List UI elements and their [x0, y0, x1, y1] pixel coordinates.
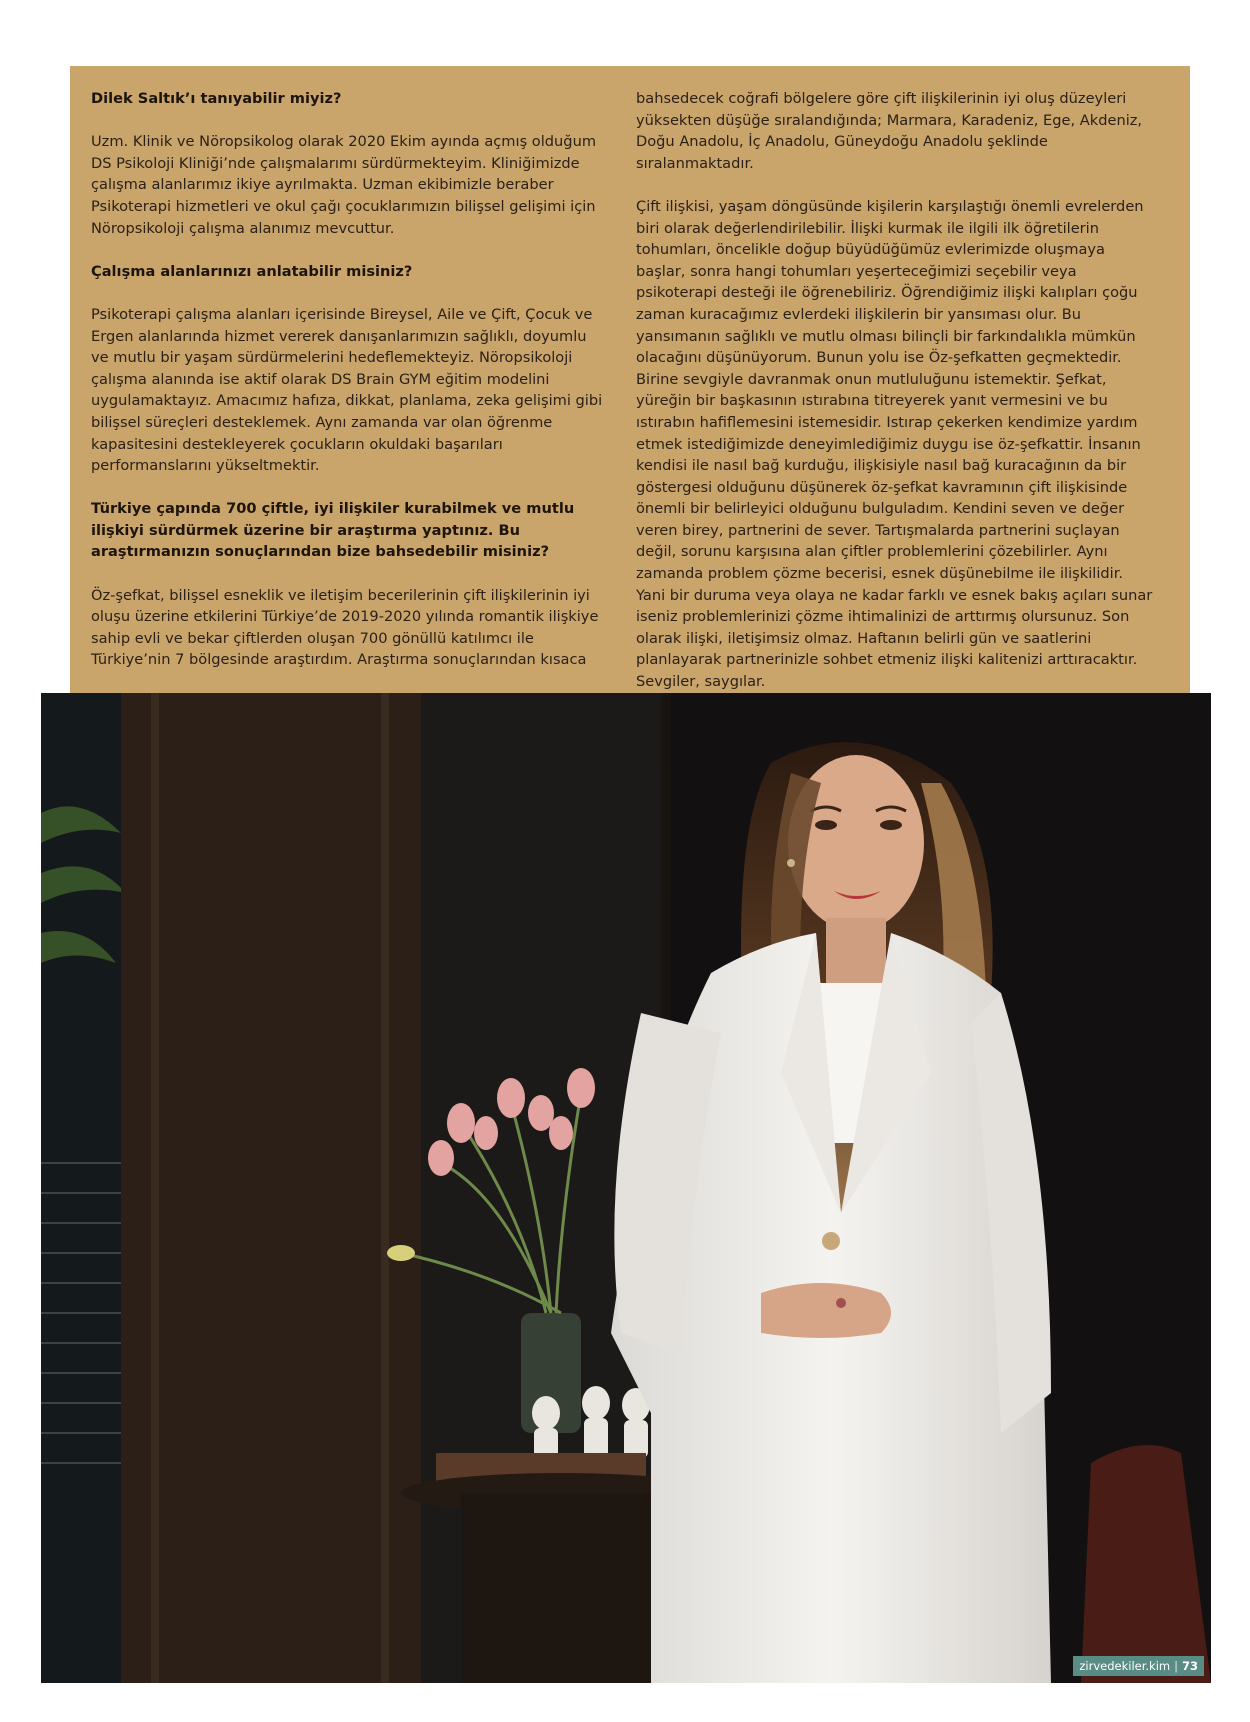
footer-separator: | — [1174, 1659, 1178, 1673]
answer-paragraph: Psikoterapi çalışma alanları içerisinde Bireysel, Aile ve Çift, Çocuk ve Ergen alanlarında hizmet vererek danışanlarımızın sağlıklı, doyumlu ve mutlu bir yaşam sürdürmelerini hedeflemekteyiz. Nöropsikoloji çalışma alanında ise aktif olarak DS Brain GYM eğitim modelini uygulamaktayız. Amacımız hafıza, dikkat, planlama, zeka gelişimi gibi bilişsel süreçleri desteklemek. Aynı zamanda var olan öğrenme kapasitesini destekleyerek çocukların okuldaki başarıları performanslarını yükseltmektir. — [91, 305, 603, 475]
question-heading: Türkiye çapında 700 çiftle, iyi ilişkiler kurabilmek ve mutlu ilişkiyi sürdürmek üzerine bir araştırma yaptınız. Bu araştırmanızın sonuçlarından bize bahsedebilir misiniz? — [91, 500, 575, 561]
portrait-photo — [41, 693, 1211, 1683]
question-heading: Dilek Saltık’ı tanıyabilir miyiz? — [91, 90, 342, 107]
question-heading: Çalışma alanlarınızı anlatabilir misiniz? — [91, 262, 413, 280]
answer-paragraph: Çift ilişkisi, yaşam döngüsünde kişilerin karşılaştığı önemli evrelerden biri olarak değerlendirilebilir. İlişki kurmak ile ilgili ilk öğretilerin tohumları, öncelikle doğup büyüdüğümüz evlerimizde oluşmaya başlar, sonra hangi tohumları yeşerteceğimizi seçebilir veya psikoterapi desteği ile öğrenebiliriz. Öğrendiğimiz ilişki kalıpları çoğu zaman kuracağımız evlerdeki ilişkilerin bir yansıması olur. Bu yansımanın sağlıklı ve mutlu olması bilinçli bir farkındalıkla mümkün olacağını düşünüyorum. Bunun yolu ise Öz-şefkatten geçmektedir. Birine sevgiyle davranmak onun mutluluğunu istemektir. Şefkat, yüreğin bir başkasının ıstırabına titreyerek yanıt vermesini ve bu ıstırabın hafiflemesini istemesidir. Istırap çekerken kendimize yardım etmek istediğimizde deneyimlediğimiz duygu ise öz-şefkattir. İnsanın kendisi ile nasıl bağ kurduğu, ilişkisiyle nasıl bağ kuracağının da bir göstergesi olduğunu düşünerek öz-şefkat kavramının çift ilişkisinde önemli bir belirleyici olduğunu bulguladım. Kendini seven ve değer veren birey, partnerini de sever. Tartışmalarda partnerini suçlayan değil, sorunu karşısına alan çiftler problemlerini çözebilirler. Aynı zamanda problem çözme becerisi, esnek düşünebilme ile ilişkilidir. Yani bir duruma veya olaya ne kadar farklı ve esnek bakış açıları sunar iseniz problemlerinizi çözme ihtimalinizi de arttırmış olursunuz. Son olarak ilişki, iletişimsiz olmaz. Haftanın belirli gün ve saatlerini planlayarak partnerinizle sohbet etmeniz ilişki kalitenizi arttıracaktır. Sevgiler, saygılar. — [636, 197, 1153, 691]
footer-site[interactable]: zirvedekiler.kim — [1079, 1659, 1171, 1673]
right-column — [636, 88, 1156, 714]
answer-paragraph: Uzm. Klinik ve Nöropsikolog olarak 2020 Ekim ayında açmış olduğum DS Psikoloji Kliniği’nde çalışmalarımı sürdürmekteyim. Kliniğimizde çalışma alanlarımız ikiye ayrılmakta. Uzman ekibimizle beraber Psikoterapi hizmetleri ve okul çağı çocuklarımızın bilişsel gelişimi için Nöropsikoloji çalışma alanımız mevcuttur. — [91, 133, 597, 237]
page-footer — [1073, 1656, 1204, 1676]
page-number: 73 — [1181, 1659, 1198, 1673]
window-blinds — [41, 693, 121, 1683]
left-column — [91, 88, 606, 693]
portrait-illustration — [41, 693, 1211, 1683]
answer-paragraph: Öz-şefkat, bilişsel esneklik ve iletişim becerilerinin çift ilişkilerinin iyi oluşu üzerine etkilerini Türkiye’de 2019-2020 yılında romantik ilişkiye sahip evli ve bekar çiftlerden oluşan 700 gönüllü katılımcı ile Türkiye’nin 7 bölgesinde araştırdım. Araştırma sonuçlarından kısaca — [91, 586, 599, 669]
decorative-busts — [532, 1386, 650, 1458]
article-text-panel — [70, 66, 1190, 693]
answer-paragraph: bahsedecek coğrafi bölgelere göre çift ilişkilerinin iyi oluş düzeyleri yüksekten düşüğe sıralandığında; Marmara, Karadeniz, Ege, Akdeniz, Doğu Anadolu, İç Anadolu, Güneydoğu Anadolu şeklinde sıralanmaktadır. — [636, 90, 1143, 172]
